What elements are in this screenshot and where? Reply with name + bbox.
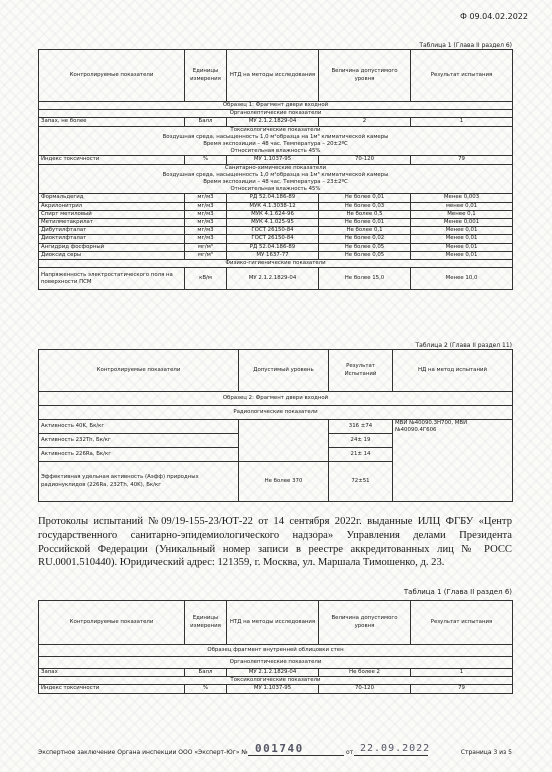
cell: Активность 232Th, Бк/кг [39,434,239,448]
table-row [39,235,513,243]
t2-header-method: НД на метод испытаний [393,350,513,392]
cell: Активность 226Ra, Бк/кг [39,448,239,462]
cell: МУК 4.1.3038-12 [227,202,319,210]
cell: МУ 2.1.2.1829-04 [227,118,319,126]
cell: Не более 0,02 [319,235,411,243]
page-number: Страница 3 из 5 [460,749,512,756]
t1-row-tox [39,156,513,164]
cell: Формальдегид [39,194,185,202]
t1-tox-cond3: Относительная влажность 45% [230,148,321,155]
cell: Не более 0,05 [319,251,411,259]
cell: Эффективная удельная активность (Аэфф) природных радионуклидов (226Ra, 232Th, 40K), Бк/кг [39,462,239,502]
cell: Менее 0,001 [411,219,513,227]
table-row [39,202,513,210]
cell: Не более 0,5 [319,210,411,218]
form-code: Ф 09.04.02.2022 [460,12,528,21]
cell: Запах, не более [39,118,185,126]
t3-row-smell [39,669,513,677]
cell: Не более 0,01 [319,219,411,227]
cell: Спирт метиловый [39,210,185,218]
t3-sample: Образец фрагмент внутренней облицовки стен [39,645,513,657]
cell: мг/м3 [185,202,227,210]
cell: Индекс токсичности [39,685,185,693]
cell: мг/м3 [185,219,227,227]
cell: 1 [411,669,513,677]
cell: МУ 1.1037-95 [227,156,319,164]
table2 [38,349,513,502]
cell: 70-120 [319,685,411,693]
cell: мг/м³ [185,243,227,251]
t1-org-section: Органолептические показатели [39,110,513,118]
table1 [38,49,513,290]
table-row [39,420,513,434]
protocol-paragraph: Протоколы испытаний №09/19-155-23/ЮТ-22 от 14 сентября 2022г. выданные ИЛЦ ФГБУ «Центр государственного санитарно-эпидемиологического надзора» Управления делами Президента Российской Федерации (Уникальный номер записи в реестре аккредитованных лиц № РОСС RU.0001.510440). Юридический адрес: 121359, г. Москва, ул. Маршала Тимошенко, д. 23. [38,516,512,569]
cell: Индекс токсичности [39,156,185,164]
cell: ГОСТ 26150-84 [227,235,319,243]
cell: РД 52.04.186-89 [227,194,319,202]
t2-header-result: Результат Испытаний [329,350,393,392]
t1-san-cond1: Воздушная среда, насыщенность 1,0 м²образца на 1м³ климатической камеры [162,171,389,178]
t1-sample: Образец 1: Фрагмент двери входной [39,102,513,110]
table-row [39,251,513,259]
t1-san-cond3: Относительная влажность 45% [230,186,321,193]
cell: % [185,156,227,164]
t1-row-phys [39,268,513,290]
conclusion-date: 22.09.2022 [360,743,431,754]
t3-row-tox [39,685,513,693]
t1-tox-block [39,126,513,156]
cell: Активность 40K, Бк/кг [39,420,239,434]
t1-tox-cond2: Время экспозиции – 48 час. Температура – 20±2ºС [203,141,348,148]
t3-header-units: Единицы измерения [185,601,227,645]
t1-san-block [39,164,513,194]
cell: Не более 15,0 [319,268,411,290]
cell: Менее 0,01 [411,243,513,251]
cell: МУ 2.1.2.1829-04 [227,268,319,290]
cell: мг/м³ [185,251,227,259]
cell: 21± 14 [329,448,393,462]
cell: РД 52.04.186-89 [227,243,319,251]
t1-tox-section: Токсикологические показатели [230,126,321,133]
t1-san-cond2: Время экспозиции – 48 час. Температура – 23±2ºС [203,179,348,186]
cell: 24± 19 [329,434,393,448]
number-underline [248,755,344,756]
t1-san-section: Санитарно-химические показатели [224,164,327,171]
t3-header-method: НТД на методы исследования [227,601,319,645]
cell: 70-120 [319,156,411,164]
t3-header-result: Результат испытания [411,601,513,645]
cell: Менее 10,0 [411,268,513,290]
t3-header-indicator: Контролируемые показатели [39,601,185,645]
cell: 72±51 [329,462,393,502]
date-underline [354,755,428,756]
t1-header-result: Результат испытания [411,50,513,102]
t3-header-limit: Величина допустимого уровня [319,601,411,645]
t1-header-method: НТД на методы исследования [227,50,319,102]
table2-caption: Таблица 2 (Глава II раздел 11) [415,342,512,349]
cell: кВ/м [185,268,227,290]
cell: МУ 1637-77 [227,251,319,259]
cell: % [185,685,227,693]
t1-tox-cond1: Воздушная среда, насыщенность 1,0 м²образца на 1м³ климатической камеры [162,133,389,140]
cell: МУК 4.1.025-95 [227,219,319,227]
cell: мг/м3 [185,227,227,235]
t3-org-section: Органолептические показатели [39,657,513,669]
cell: Менее 0,01 [411,251,513,259]
cell: Ангидрид фосфорный [39,243,185,251]
t1-header-units: Единицы измерения [185,50,227,102]
cell: Диоксид серы [39,251,185,259]
t2-header-indicator: Контролируемые показатели [39,350,239,392]
t1-header-limit: Величина допустимого уровня [319,50,411,102]
cell: Балл [185,118,227,126]
t2-sample: Образец 2: Фрагмент двери входной [39,392,513,406]
t1-header-indicator: Контролируемые показатели [39,50,185,102]
cell: МУ 2.1.2.1829-04 [227,669,319,677]
table-row [39,219,513,227]
cell: 1 [411,118,513,126]
cell: 2 [319,118,411,126]
t2-rad-section: Радиологические показатели [39,406,513,420]
cell: мг/м3 [185,194,227,202]
table3 [38,600,513,694]
cell: Дибутилфталат [39,227,185,235]
cell: МУК 4.1.624-96 [227,210,319,218]
t1-row-smell [39,118,513,126]
t1-phys-section: Физико-гигиенические показатели [39,260,513,268]
cell: Менее 0,01 [411,227,513,235]
cell: Напряженность электростатического поля на поверхности ПСМ [39,268,185,290]
table1-caption: Таблица 1 (Глава II раздел 6) [419,42,512,49]
page-footer [38,742,512,756]
cell: 316 ±74 [329,420,393,434]
table-row [39,243,513,251]
cell: мг/м3 [185,210,227,218]
cell: Диоктилфталат [39,235,185,243]
table-row [39,227,513,235]
cell: Запах [39,669,185,677]
footer-from: от [346,749,354,756]
cell: МВИ №40090.3Н700, МВИ №40090.4Г606 [393,420,513,502]
cell: МУ 1.1037-95 [227,685,319,693]
cell: Не более 0,05 [319,243,411,251]
cell: Не более 370 [239,462,329,502]
cell: Менее 0,003 [411,194,513,202]
table-row [39,194,513,202]
table-row [39,210,513,218]
cell: Балл [185,669,227,677]
t3-tox-section: Токсикологические показатели [39,677,513,685]
cell: Менее 0,01 [411,235,513,243]
cell: Не более 2 [319,669,411,677]
t2-header-limit: Допустимый уровень [239,350,329,392]
conclusion-number: 001740 [255,742,304,755]
cell: Не более 0,1 [319,227,411,235]
cell: Акрилонитрил [39,202,185,210]
cell: 79 [411,156,513,164]
cell: ГОСТ 26150-84 [227,227,319,235]
table3-caption: Таблица 1 (Глава II раздел 6) [403,588,512,596]
cell: менее 0,01 [411,202,513,210]
cell: мг/м3 [185,235,227,243]
footer-text: Экспертное заключение Органа инспекции ООО «Эксперт-Юг» № [38,749,248,756]
cell: Не более 0,03 [319,202,411,210]
cell: Не более 0,01 [319,194,411,202]
cell: Метилметакрилат [39,219,185,227]
cell [239,420,329,462]
cell: 79 [411,685,513,693]
cell: Менее 0,1 [411,210,513,218]
